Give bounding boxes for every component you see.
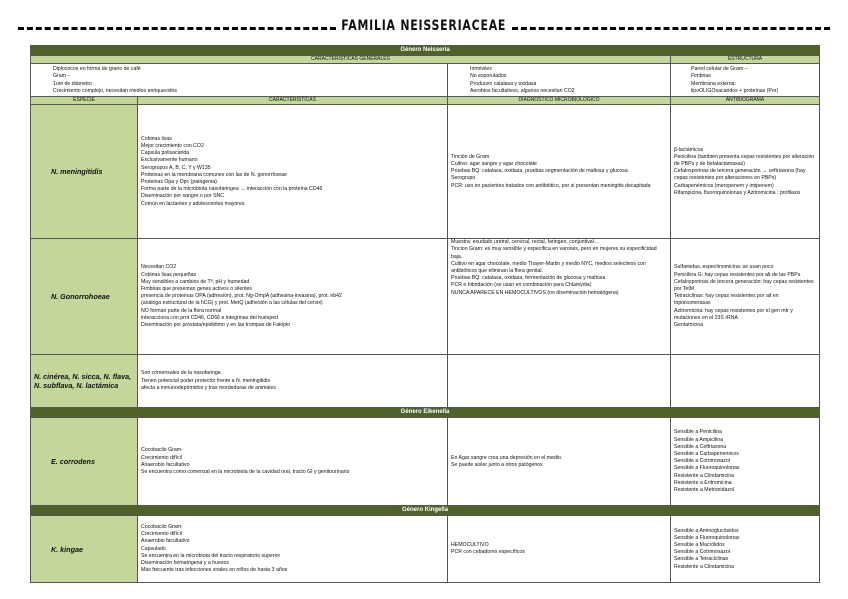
list-item: Crecimiento difícil — [141, 531, 182, 538]
antibiogram-cell — [671, 239, 820, 355]
structure-item: Membrana externa: — [691, 80, 736, 87]
list-item: Se encuentra como comensal en la microbiota de la cavidad oral, tracto GI y genitourinario — [141, 468, 350, 475]
general-item: Gram – — [53, 73, 71, 80]
characteristics-cell — [138, 355, 448, 408]
col-header-caracteristicas: CARACTERISTICAS — [138, 97, 448, 105]
general-item: Producen catalasa y oxidasa — [470, 80, 537, 87]
list-item: β-lactámicos — [674, 146, 704, 153]
general-item: Crecimiento complejo, necesitan medios enriquecidos — [53, 87, 177, 94]
list-item: Penicilina G: hay cepas resistentes por alt de las PBPs — [674, 271, 801, 278]
general-list-2 — [448, 64, 671, 97]
species-name: N. Gonorrohoeae — [31, 239, 138, 355]
list-item: Pruebas BQ: catalasa, oxidasa, fermentación de glucosa y maltosa — [451, 275, 606, 282]
list-item: Sensible a Tetraciclinas — [674, 556, 729, 563]
diagnostic-cell — [448, 418, 671, 506]
list-item: Cultivo: agar sangre y agar chocolate — [451, 160, 537, 167]
list-item: Necesitan CO2 — [141, 264, 177, 271]
list-item: Muy sensibles a cambios de Tª, pH y humedad — [141, 278, 250, 285]
antibiogram-cell — [671, 418, 820, 506]
list-item: HEMOCULTIVO — [451, 542, 489, 549]
list-item: Tincion Gram: es muy sensible y específica en varones, pero en mujeres su especificidad baja. — [451, 246, 657, 260]
list-item: PCR con cebadores específicos — [451, 549, 525, 556]
diagnostic-cell — [448, 105, 671, 239]
antibiogram-cell — [671, 105, 820, 239]
col-header-especie: ESPECIE — [31, 97, 138, 105]
list-item: Tetraciclinas: hay cepas resistentes por alt en topoisomerasas — [674, 293, 779, 307]
characteristics-cell — [138, 516, 448, 583]
list-item: Cocobacilo Gram- — [141, 447, 183, 454]
list-item: Sensible a Macrólidos — [674, 542, 725, 549]
list-item: Serogrupos A, B, C, Y y W135 — [141, 164, 211, 171]
list-item: Crecimiento difícil — [141, 454, 182, 461]
species-name: K. kingae — [31, 516, 138, 583]
characteristics-cell — [138, 239, 448, 355]
structure-list — [671, 64, 820, 97]
table-row — [31, 418, 820, 506]
list-item: Mejor crecimiento con CO2 — [141, 142, 204, 149]
general-item: Aerobios facultativos, algunos necesitan CO2 — [470, 87, 575, 94]
general-item: Inmóviles — [470, 66, 492, 73]
list-item: Más frecuente tras infecciones virales en niños de hasta 3 años — [141, 567, 288, 574]
structure-item: lipoOLIGOsacaridos + proteínas (Por) — [691, 87, 779, 94]
list-item: Diseminación por sangre o por SNC — [141, 193, 225, 200]
genus-eikenella-header: Género Eikenella — [31, 408, 820, 418]
list-item: Azitromicina: hay cepas resistentes por el gen mtr y mutaciones en el 23S rRNA — [674, 307, 793, 321]
list-item: Son comensales de la nasofaringe. — [141, 370, 223, 377]
list-item: Se encuentra en la microbiota del tracto respiratorio superior — [141, 552, 281, 559]
list-item: Cobinas lisas — [141, 135, 172, 142]
table-row — [31, 355, 820, 408]
list-item: Sensible a Penicilina — [674, 429, 722, 436]
list-item: Capsula polisacarida — [141, 150, 190, 157]
col-header-diagnostico: DIAGNOSTICO MICROBIOLOGICO — [448, 97, 671, 105]
list-item: Proteinas Opa y Opc (patogenia) — [141, 178, 217, 185]
characteristics-cell — [138, 418, 448, 506]
list-item: NO forman parte de la flora normal — [141, 307, 222, 314]
list-item: Penicilina (también presenta cepas resistentes por alteración de PBPs y de betalactamasas) — [674, 153, 815, 167]
list-item: Cefalosporinas de tercera generación → ceftriaxona (hay cepas resistentes por alteraciones en PBPs) — [674, 168, 806, 182]
list-item: Rifampicina, fluoroquinolonas y Azitromicina : profilaxis — [674, 189, 801, 196]
list-item: interacciona con prot CD46, CD66 e integrinas del huésped — [141, 314, 278, 321]
list-item: presencia de proteínas OPA (adhesión), prot. Ng-OmpA (adhesina-invasina), prot. nb42 — [141, 293, 342, 300]
list-item: Pruebas BQ: catalasa, oxidasa, pruebas segmentación de maltosa y glucosa — [451, 168, 628, 175]
diagnostic-cell — [448, 516, 671, 583]
list-item: Tienen potencial poder protector frente a N. meningitidis — [141, 377, 270, 384]
list-item: Sensible a Carbapenemicos — [674, 450, 739, 457]
species-name: E. corrodens — [31, 418, 138, 506]
diagnostic-cell — [448, 239, 671, 355]
table-row — [31, 105, 820, 239]
list-item: PCR: uso en pacientes tratados con antibiótico, por si presentan meningitis decapitada — [451, 182, 651, 189]
general-item: Diplococos en forma de grano de café — [53, 66, 141, 73]
list-item: Anaerobio facultativo — [141, 538, 190, 545]
list-item: Carbapenémicos (meropenem y imipenem) — [674, 182, 774, 189]
general-item: No esporulados — [470, 73, 507, 80]
general-item: 1um de diámetro — [53, 80, 92, 87]
list-item: Sensible a Aminoglucósidos — [674, 527, 739, 534]
list-item: Anaerobio facultativo — [141, 461, 190, 468]
list-item: Capsulado — [141, 545, 166, 552]
list-item: Forma parte de la microbiota nasofaringea → interacción con la proteína CD46 — [141, 186, 323, 193]
list-item: Gentamicina — [674, 321, 704, 328]
diagnostic-cell — [448, 355, 671, 408]
title-dash-left — [18, 27, 336, 30]
list-item: Común en lactantes y adolescentes mayores — [141, 200, 245, 207]
list-item: Tinción de Gram — [451, 153, 490, 160]
antibiogram-cell — [671, 355, 820, 408]
list-item: NUNCA APARECE EN HEMOCULTIVOS (no diseminación hematógena) — [451, 289, 619, 296]
list-item: Fimbrias que presentan genes activos o silentes — [141, 285, 253, 292]
neisseriaceae-table — [30, 45, 820, 583]
general-characteristics-header: CARACTERISTICAS GENERALES — [31, 56, 671, 64]
list-item: Diseminación por próstata/epididimo y en las trompas de Falopio — [141, 321, 291, 328]
species-name: N. meningitidis — [31, 105, 138, 239]
list-item: Resistente a Eritromicina — [674, 479, 732, 486]
list-item: Cocobacilo Gram- — [141, 524, 183, 530]
characteristics-cell — [138, 105, 448, 239]
list-item: Cefalosporinas de tercera generación: hay cepas resistentes por TetM — [674, 278, 814, 292]
list-item: Sensible a Cotrimoxazol — [674, 458, 730, 465]
list-item: Muestra: exudado uretral, cervical, rectal, faringeo, conjuntival... — [451, 239, 599, 246]
list-item: Sensible a Fluoroquinolonas — [674, 534, 740, 541]
title-dash-right — [512, 27, 830, 30]
list-item: Proteinas en la membrana comunes con las de N. gonorrhoeae — [141, 171, 287, 178]
structure-item: Pared celular de Gram – — [691, 66, 748, 73]
list-item: (análoga estructural de la hCG) y prot. MetQ (adhesión a las células del cervix) — [141, 300, 323, 307]
species-name: N. cinérea, N. sicca, N. flava, N. subflava, N. lactámica — [31, 355, 138, 408]
table-row — [31, 516, 820, 583]
list-item: Cobinas lisas pequeñas — [141, 271, 197, 278]
list-item: Cultivo en agar chocolate, medio Thayer-Martin y medio NYC, medios selectivos con antibióticos que eliminan la flora genital. — [451, 260, 646, 275]
structure-header: ESTRUCTURA — [671, 56, 820, 64]
list-item: Sensible a Ceftriaxona — [674, 443, 727, 450]
list-item: Sensible a Ampicilina — [674, 436, 724, 443]
genus-neisseria-header: Género Neisseria — [31, 46, 820, 56]
list-item: Resistente a Metronidazol — [674, 486, 734, 493]
page-title: FAMILIA NEISSERIACEAE — [341, 18, 507, 34]
list-item: Sensible a Fluoroquinolonas — [674, 465, 740, 472]
list-item: Sulfamidas, espectinomicina: se usan poco — [674, 264, 774, 271]
list-item: afecta a inmunodeprimidos y tras mordeduras de animales — [141, 384, 276, 391]
table-row — [31, 239, 820, 355]
list-item: Resistente a Clindamicina — [674, 563, 734, 570]
genus-kingella-header: Género Kingella — [31, 506, 820, 516]
page-title-bar — [18, 15, 830, 37]
general-list-1 — [31, 64, 448, 97]
col-header-antibiograma: ANTIBIOGRAMA — [671, 97, 820, 105]
list-item: Se puede aislar junto a otros patógenos — [451, 461, 543, 468]
list-item: Resistente a Clindamicina — [674, 472, 734, 479]
list-item: Serogrupo — [451, 175, 476, 182]
list-item: PCR e hibridación (se usan en combinación para Chlamydia) — [451, 282, 592, 289]
list-item: Exclusivamente humano — [141, 157, 198, 164]
list-item: Diseminación hematógena y a huesos — [141, 560, 229, 567]
antibiogram-cell — [671, 516, 820, 583]
list-item: Sensible a Cotrimoxazol — [674, 549, 730, 556]
structure-item: Fimbrias — [691, 73, 711, 80]
list-item: En Agar sangre crea una depresión en el medio. — [451, 454, 563, 461]
